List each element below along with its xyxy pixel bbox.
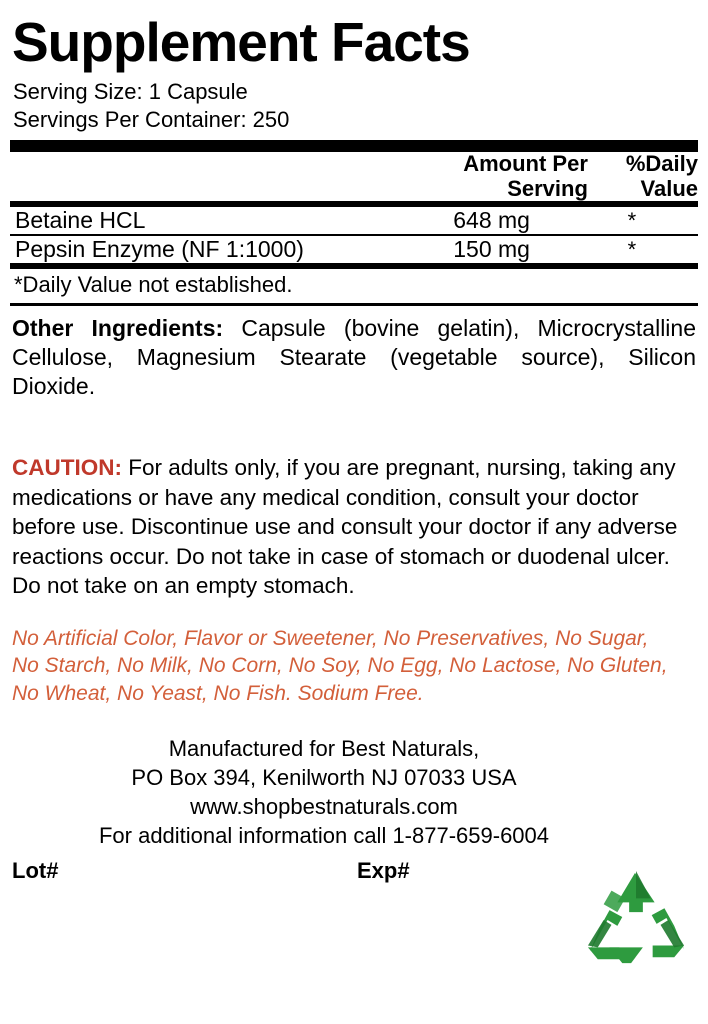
nutrient-name: Pepsin Enzyme (NF 1:1000)	[15, 236, 304, 263]
manufacturer-block	[10, 734, 698, 850]
free-claims-line-1: No Artificial Color, Flavor or Sweetener, No Preservatives, No Sugar,	[12, 626, 649, 650]
phone-line: For additional information call 1-877-659-6004	[98, 823, 550, 849]
nutrient-dv: *	[627, 237, 637, 263]
nutrient-amount: 648 mg	[453, 207, 530, 234]
nutrition-table	[10, 152, 698, 201]
divider-top	[10, 140, 698, 152]
header-nutrient	[10, 152, 395, 201]
header-dv-line1: %Daily	[625, 151, 698, 177]
header-amount-line1: Amount Per	[463, 151, 588, 177]
header-dv-line2: Value	[640, 175, 698, 201]
free-from-claims	[12, 625, 696, 709]
other-ingredients	[12, 314, 696, 401]
exp-label: Exp#	[357, 858, 410, 884]
divider-table-bottom	[10, 263, 698, 269]
other-ingredients-label: Other Ingredients:	[12, 315, 224, 342]
manufacturer-line-1: Manufactured for Best Naturals,	[168, 736, 480, 762]
daily-value-footnote: *Daily Value not established.	[14, 272, 293, 298]
caution-block	[12, 453, 696, 600]
lot-label: Lot#	[12, 858, 59, 884]
other-ingredients-text: Capsule (bovine gelatin), Microcrystalline Cellulose, Magnesium Stearate (vegetable source), Silicon Dioxide.	[12, 315, 696, 400]
table-row	[10, 235, 698, 263]
header-amount	[395, 152, 588, 201]
recycle-icon	[582, 869, 690, 969]
nutrient-name: Betaine HCL	[15, 207, 146, 234]
website-line: www.shopbestnaturals.com	[190, 794, 458, 820]
manufacturer-line-2: PO Box 394, Kenilworth NJ 07033 USA	[131, 765, 517, 791]
free-claims-line-2: No Starch, No Milk, No Corn, No Soy, No Egg, No Lactose, No Gluten,	[12, 654, 668, 678]
divider-footnote	[10, 303, 698, 306]
table-row	[10, 207, 698, 235]
serving-size: Serving Size: 1 Capsule	[13, 78, 248, 104]
page-title: Supplement Facts	[12, 11, 470, 73]
servings-per-container: Servings Per Container: 250	[13, 106, 290, 132]
caution-label: CAUTION:	[12, 455, 122, 481]
nutrient-amount: 150 mg	[453, 236, 530, 263]
header-amount-line2: Serving	[507, 175, 588, 201]
nutrient-rows	[10, 207, 698, 263]
header-daily-value	[588, 152, 698, 201]
nutrient-dv: *	[627, 208, 637, 234]
table-header-row	[10, 152, 698, 201]
free-claims-line-3: No Wheat, No Yeast, No Fish. Sodium Free.	[12, 682, 424, 706]
caution-text: For adults only, if you are pregnant, nursing, taking any medications or have any medical condition, consult your doctor before use. Discontinue use and consult your doctor if any adverse reactions occur. Do not take in case of stomach or duodenal ulcer. Do not take on an empty stomach.	[12, 455, 678, 599]
